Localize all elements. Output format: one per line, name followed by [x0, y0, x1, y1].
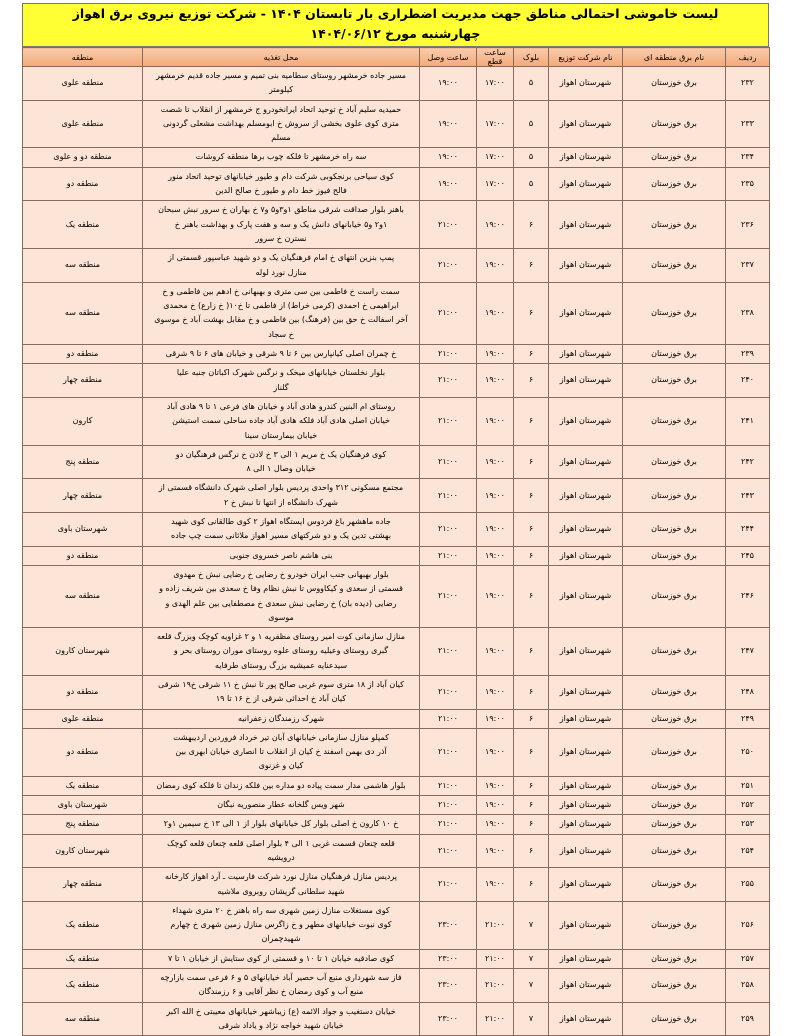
cell-off-time: ۱۹:۰۰ [477, 776, 514, 795]
cell-block: ۶ [514, 728, 549, 776]
cell-distribution-company: شهرستان اهواز [549, 364, 623, 398]
cell-block: ۵ [514, 67, 549, 101]
cell-distribution-company: شهرستان اهواز [549, 513, 623, 547]
cell-feed-location: منازل سازمانی کوت امیر روستای مظفریه ۱ و ۲ غزاویه کوچک وبزرگ قلعه گبری روستای وعیلیه روستای علوه روستای موران روستای بحر و سیدعنایه عمیشیه بزرگ روستای طرفایه [143, 628, 420, 676]
cell-regional-company: برق خوزستان [623, 1002, 726, 1036]
cell-regional-company: برق خوزستان [623, 675, 726, 709]
cell-regional-company: برق خوزستان [623, 949, 726, 968]
table-row [23, 479, 770, 513]
cell-area: منطقه پنج [23, 445, 143, 479]
cell-on-time: ۲۱:۰۰ [420, 546, 477, 565]
cell-feed-location: بنی هاشم ناصر خسروی جنوبی [143, 546, 420, 565]
cell-off-time: ۱۹:۰۰ [477, 345, 514, 364]
table-row [23, 67, 770, 101]
cell-block: ۶ [514, 249, 549, 283]
table-row [23, 796, 770, 815]
header-block: بلوک [514, 48, 549, 67]
cell-area: منطقه دو [23, 345, 143, 364]
cell-feed-location: بلوار بهبهانی جنب ایران خودرو خ رضایی خ رضایی نبش خ مهدوی قسمتی از سعدی و کیکاووس تا نبش نظام وفا خ سعدی بین شریف زاده و رضایی (دیده بان) خ رضایی نبش سعدی خ مصطفایی بین علم الهدی و موسوی [143, 565, 420, 627]
cell-area: منطقه علوی [23, 100, 143, 148]
cell-on-time: ۲۱:۰۰ [420, 628, 477, 676]
cell-off-time: ۲۱:۰۰ [477, 1002, 514, 1036]
cell-distribution-company: شهرستان اهواز [549, 445, 623, 479]
cell-feed-location: پردیس منازل فرهنگیان منازل نورد شرکت فارسیت ـ آرد اهواز کارخانه شهید سلطانی گریشان روبروی ملاشیه [143, 868, 420, 902]
cell-feed-location: حمیدیه سلیم آباد خ توحید اتحاد ایرانخودرو ج خرمشهر از انقلاب تا شصت متری کوی علوی بخشی از سروش خ ابومسلم بهداشت مشعلی گردونی مسلم [143, 100, 420, 148]
cell-area: منطقه علوی [23, 67, 143, 101]
table-row [23, 201, 770, 249]
cell-regional-company: برق خوزستان [623, 249, 726, 283]
cell-row-number: ۲۳۳ [726, 100, 770, 148]
cell-row-number: ۲۴۷ [726, 628, 770, 676]
sheet-date: چهارشنبه مورخ ۱۴۰۴/۰۶/۱۲ [310, 26, 481, 41]
cell-on-time: ۲۱:۰۰ [420, 728, 477, 776]
cell-on-time: ۲۱:۰۰ [420, 834, 477, 868]
cell-block: ۵ [514, 148, 549, 167]
cell-regional-company: برق خوزستان [623, 100, 726, 148]
cell-regional-company: برق خوزستان [623, 445, 726, 479]
cell-off-time: ۱۹:۰۰ [477, 675, 514, 709]
table-row [23, 167, 770, 201]
cell-distribution-company: شهرستان اهواز [549, 834, 623, 868]
cell-distribution-company: شهرستان اهواز [549, 901, 623, 949]
cell-row-number: ۲۳۷ [726, 249, 770, 283]
table-row [23, 148, 770, 167]
table-row [23, 249, 770, 283]
cell-off-time: ۱۹:۰۰ [477, 249, 514, 283]
cell-regional-company: برق خوزستان [623, 834, 726, 868]
cell-area: منطقه یک [23, 201, 143, 249]
cell-row-number: ۲۴۱ [726, 397, 770, 445]
cell-distribution-company: شهرستان اهواز [549, 565, 623, 627]
cell-on-time: ۲۱:۰۰ [420, 675, 477, 709]
header-row [23, 48, 770, 67]
cell-regional-company: برق خوزستان [623, 479, 726, 513]
cell-area: شهرستان کارون [23, 834, 143, 868]
cell-row-number: ۲۳۶ [726, 201, 770, 249]
cell-off-time: ۱۹:۰۰ [477, 565, 514, 627]
cell-regional-company: برق خوزستان [623, 796, 726, 815]
cell-row-number: ۲۴۸ [726, 675, 770, 709]
header-regional-company: نام برق منطقه ای [623, 48, 726, 67]
cell-row-number: ۲۳۲ [726, 67, 770, 101]
cell-row-number: ۲۵۳ [726, 815, 770, 834]
cell-distribution-company: شهرستان اهواز [549, 167, 623, 201]
cell-off-time: ۱۹:۰۰ [477, 397, 514, 445]
cell-distribution-company: شهرستان اهواز [549, 815, 623, 834]
table-row [23, 546, 770, 565]
cell-row-number: ۲۵۶ [726, 901, 770, 949]
table-row [23, 445, 770, 479]
outage-table [22, 47, 770, 1036]
cell-row-number: ۲۴۹ [726, 709, 770, 728]
cell-block: ۶ [514, 397, 549, 445]
table-row [23, 901, 770, 949]
cell-regional-company: برق خوزستان [623, 513, 726, 547]
cell-regional-company: برق خوزستان [623, 776, 726, 795]
cell-block: ۵ [514, 167, 549, 201]
cell-area: منطقه دو [23, 167, 143, 201]
cell-feed-location: کوی سیاحی برنجکوبی شرکت دام و طیور خیابانهای توحید اتحاد منور فالح فیوز خط دام و طیور خ صالح الدین [143, 167, 420, 201]
cell-distribution-company: شهرستان اهواز [549, 776, 623, 795]
table-row [23, 728, 770, 776]
cell-feed-location: باهنر بلوار صداقت شرقی مناطق ۱و۳و۵ و۷ خ بهاران خ سرور نبش سبحان ۱و۲ و۵ خیابانهای دانش یک و سه و هفت پارک و بهداشت باهنر خ نسترن خ سرور [143, 201, 420, 249]
cell-on-time: ۲۱:۰۰ [420, 445, 477, 479]
table-row [23, 949, 770, 968]
cell-regional-company: برق خوزستان [623, 728, 726, 776]
cell-on-time: ۲۱:۰۰ [420, 364, 477, 398]
cell-distribution-company: شهرستان اهواز [549, 479, 623, 513]
cell-feed-location: خ ۱۰ کارون خ اصلی بلوار کل خیابانهای بلوار از ۱ الی ۱۳ خ سیمین ۱و۲ [143, 815, 420, 834]
cell-distribution-company: شهرستان اهواز [549, 868, 623, 902]
cell-block: ۶ [514, 345, 549, 364]
cell-block: ۶ [514, 868, 549, 902]
cell-distribution-company: شهرستان اهواز [549, 969, 623, 1003]
table-row [23, 364, 770, 398]
cell-area: منطقه دو [23, 728, 143, 776]
cell-row-number: ۲۴۴ [726, 513, 770, 547]
cell-off-time: ۱۹:۰۰ [477, 796, 514, 815]
cell-block: ۶ [514, 834, 549, 868]
cell-row-number: ۲۵۸ [726, 969, 770, 1003]
cell-regional-company: برق خوزستان [623, 148, 726, 167]
table-row [23, 565, 770, 627]
cell-on-time: ۱۹:۰۰ [420, 67, 477, 101]
cell-off-time: ۱۹:۰۰ [477, 728, 514, 776]
cell-off-time: ۱۷:۰۰ [477, 100, 514, 148]
cell-off-time: ۱۹:۰۰ [477, 513, 514, 547]
cell-feed-location: فاز سه شهرداری منبع آب حصیر آباد خیابانهای ۵ و ۶ فرعی سمت بازارچه منبع آب و کوی رمضان خ نظر آقایی و ۶ رزمندگان [143, 969, 420, 1003]
cell-off-time: ۱۹:۰۰ [477, 201, 514, 249]
cell-off-time: ۱۹:۰۰ [477, 834, 514, 868]
cell-block: ۶ [514, 445, 549, 479]
cell-block: ۶ [514, 565, 549, 627]
cell-regional-company: برق خوزستان [623, 901, 726, 949]
cell-distribution-company: شهرستان اهواز [549, 201, 623, 249]
cell-feed-location: بلوار هاشمی مدار سمت پیاده دو مداره بین فلکه زندان تا فلکه کوی رمضان [143, 776, 420, 795]
cell-block: ۷ [514, 969, 549, 1003]
cell-distribution-company: شهرستان اهواز [549, 546, 623, 565]
cell-block: ۶ [514, 776, 549, 795]
cell-block: ۶ [514, 796, 549, 815]
cell-on-time: ۱۹:۰۰ [420, 148, 477, 167]
cell-on-time: ۲۱:۰۰ [420, 709, 477, 728]
cell-area: منطقه سه [23, 282, 143, 344]
cell-off-time: ۲۱:۰۰ [477, 969, 514, 1003]
cell-on-time: ۲۱:۰۰ [420, 796, 477, 815]
cell-off-time: ۱۹:۰۰ [477, 868, 514, 902]
cell-feed-location: بلوار نخلستان خیابانهای میخک و نرگس شهرک اکباتان جنبه علیا گلناز [143, 364, 420, 398]
cell-row-number: ۲۵۹ [726, 1002, 770, 1036]
cell-row-number: ۲۵۷ [726, 949, 770, 968]
cell-area: منطقه دو و علوی [23, 148, 143, 167]
cell-on-time: ۲۱:۰۰ [420, 345, 477, 364]
cell-area: منطقه یک [23, 901, 143, 949]
outage-sheet [22, 3, 769, 1036]
cell-feed-location: مسیر جاده خرمشهر روستای سطامیه بنی تمیم و مسیر جاده قدیم خرمشهر کیلومتر [143, 67, 420, 101]
cell-row-number: ۲۴۰ [726, 364, 770, 398]
cell-distribution-company: شهرستان اهواز [549, 148, 623, 167]
header-row-number: ردیف [726, 48, 770, 67]
cell-block: ۶ [514, 815, 549, 834]
cell-on-time: ۲۱:۰۰ [420, 513, 477, 547]
header-off-time: ساعت قطع [477, 48, 514, 67]
cell-on-time: ۲۱:۰۰ [420, 479, 477, 513]
cell-feed-location: شهر ویس گلخانه عطار منصوریه نبگان [143, 796, 420, 815]
cell-regional-company: برق خوزستان [623, 565, 726, 627]
cell-row-number: ۲۳۵ [726, 167, 770, 201]
cell-block: ۶ [514, 628, 549, 676]
table-row [23, 776, 770, 795]
cell-regional-company: برق خوزستان [623, 364, 726, 398]
cell-off-time: ۱۹:۰۰ [477, 479, 514, 513]
cell-block: ۶ [514, 709, 549, 728]
cell-area: منطقه یک [23, 776, 143, 795]
cell-on-time: ۲۱:۰۰ [420, 776, 477, 795]
cell-feed-location: شهرک رزمندگان زعفرانیه [143, 709, 420, 728]
cell-distribution-company: شهرستان اهواز [549, 345, 623, 364]
cell-on-time: ۲۱:۰۰ [420, 815, 477, 834]
table-row [23, 815, 770, 834]
sheet-title: لیست خاموشی احتمالی مناطق جهت مدیریت اضطراری بار تابستان ۱۴۰۴ - شرکت توزیع نیروی برق اهواز [72, 6, 719, 21]
cell-off-time: ۱۹:۰۰ [477, 364, 514, 398]
cell-distribution-company: شهرستان اهواز [549, 628, 623, 676]
cell-feed-location: قلعه چنعان قسمت غربی ۱ الی ۴ بلوار اصلی قلعه چنعان قلعه کوچک درویشیه [143, 834, 420, 868]
title-banner [22, 3, 769, 47]
cell-off-time: ۱۷:۰۰ [477, 167, 514, 201]
cell-block: ۶ [514, 546, 549, 565]
cell-off-time: ۱۹:۰۰ [477, 546, 514, 565]
table-row [23, 397, 770, 445]
cell-row-number: ۲۵۵ [726, 868, 770, 902]
cell-regional-company: برق خوزستان [623, 969, 726, 1003]
cell-block: ۶ [514, 282, 549, 344]
table-row [23, 969, 770, 1003]
cell-on-time: ۲۳:۰۰ [420, 969, 477, 1003]
cell-area: شهرستان کارون [23, 628, 143, 676]
cell-distribution-company: شهرستان اهواز [549, 397, 623, 445]
cell-area: شهرستان باوی [23, 513, 143, 547]
cell-area: منطقه دو [23, 675, 143, 709]
cell-block: ۶ [514, 513, 549, 547]
cell-distribution-company: شهرستان اهواز [549, 709, 623, 728]
cell-area: منطقه یک [23, 949, 143, 968]
cell-area: منطقه چهار [23, 868, 143, 902]
cell-on-time: ۲۱:۰۰ [420, 282, 477, 344]
cell-on-time: ۲۱:۰۰ [420, 565, 477, 627]
cell-row-number: ۲۴۲ [726, 445, 770, 479]
cell-on-time: ۲۱:۰۰ [420, 868, 477, 902]
cell-area: منطقه پنج [23, 815, 143, 834]
cell-distribution-company: شهرستان اهواز [549, 282, 623, 344]
cell-distribution-company: شهرستان اهواز [549, 1002, 623, 1036]
table-row [23, 628, 770, 676]
cell-regional-company: برق خوزستان [623, 67, 726, 101]
cell-area: منطقه سه [23, 249, 143, 283]
cell-block: ۵ [514, 100, 549, 148]
cell-block: ۷ [514, 1002, 549, 1036]
cell-off-time: ۱۷:۰۰ [477, 148, 514, 167]
cell-row-number: ۲۵۱ [726, 776, 770, 795]
cell-on-time: ۲۳:۰۰ [420, 901, 477, 949]
cell-row-number: ۲۵۰ [726, 728, 770, 776]
cell-block: ۶ [514, 201, 549, 249]
cell-on-time: ۲۱:۰۰ [420, 201, 477, 249]
cell-area: شهرستان باوی [23, 796, 143, 815]
cell-distribution-company: شهرستان اهواز [549, 249, 623, 283]
cell-regional-company: برق خوزستان [623, 868, 726, 902]
cell-area: منطقه یک [23, 969, 143, 1003]
cell-distribution-company: شهرستان اهواز [549, 675, 623, 709]
cell-block: ۶ [514, 675, 549, 709]
cell-area: منطقه سه [23, 1002, 143, 1036]
table-row [23, 675, 770, 709]
cell-regional-company: برق خوزستان [623, 709, 726, 728]
cell-regional-company: برق خوزستان [623, 345, 726, 364]
cell-feed-location: سمت راست خ فاطمی بین سی متری و بهبهانی خ ادهم بین فاطمی و خ ابراهیمی خ احمدی (کرمی خراط) از فاطمی تا خ۱۰( خ زارع) خ محمدی آخر اسفالت خ حق بین (فرهنگ) بین فاطمی و خ مقابل بهشت آباد خ موسوی خ سجاد [143, 282, 420, 344]
cell-regional-company: برق خوزستان [623, 397, 726, 445]
cell-off-time: ۱۷:۰۰ [477, 67, 514, 101]
cell-block: ۷ [514, 901, 549, 949]
cell-on-time: ۲۱:۰۰ [420, 397, 477, 445]
cell-regional-company: برق خوزستان [623, 628, 726, 676]
cell-on-time: ۱۹:۰۰ [420, 167, 477, 201]
cell-row-number: ۲۴۳ [726, 479, 770, 513]
header-distribution-company: نام شرکت توزیع [549, 48, 623, 67]
cell-off-time: ۱۹:۰۰ [477, 815, 514, 834]
cell-row-number: ۲۳۹ [726, 345, 770, 364]
table-row [23, 709, 770, 728]
cell-area: منطقه چهار [23, 479, 143, 513]
table-row [23, 834, 770, 868]
cell-off-time: ۲۱:۰۰ [477, 901, 514, 949]
cell-on-time: ۲۳:۰۰ [420, 1002, 477, 1036]
cell-feed-location: خیابان دستغیب و جواد الائمه (ع) زیباشهر خیابانهای معیبتی خ الله اکبر خیابان شهید خواجه نژاد و یاداد شرقی [143, 1002, 420, 1036]
cell-feed-location: کمپلو منازل سازمانی خیابانهای آبان تیر خرداد فروردین اردیبهشت آذر دی بهمن اسفند خ کیان از انقلاب تا انصاری خیابان ابهری بین کیان و غزنوی [143, 728, 420, 776]
cell-on-time: ۲۱:۰۰ [420, 249, 477, 283]
cell-regional-company: برق خوزستان [623, 167, 726, 201]
cell-area: منطقه علوی [23, 709, 143, 728]
cell-distribution-company: شهرستان اهواز [549, 949, 623, 968]
cell-block: ۶ [514, 479, 549, 513]
cell-off-time: ۱۹:۰۰ [477, 282, 514, 344]
cell-area: منطقه چهار [23, 364, 143, 398]
cell-feed-location: کیان آباد از ۱۸ متری سوم غربی صالح پور تا نبش خ ۱۱ شرقی خ۱۹ شرقی کیان آباد خ احداثی شرقی از خ ۱۶ تا ۱۹ [143, 675, 420, 709]
cell-row-number: ۲۵۴ [726, 834, 770, 868]
cell-feed-location: جاده ماهشهر باغ فردوس ایستگاه اهواز ۲ کوی طالقانی کوی شهید بهشتی تدین یک و دو شرکتهای مسیر اهواز ملاثانی سمت چپ جاده [143, 513, 420, 547]
cell-regional-company: برق خوزستان [623, 282, 726, 344]
cell-distribution-company: شهرستان اهواز [549, 728, 623, 776]
cell-feed-location: خ چمران اصلی کیانپارس بین ۶ تا ۹ شرقی و خیابان های ۶ تا ۹ شرقی [143, 345, 420, 364]
cell-on-time: ۱۹:۰۰ [420, 100, 477, 148]
table-row [23, 100, 770, 148]
cell-feed-location: کوی صادقیه خیابان ۱ تا ۱۰ و قسمتی از کوی ستایش از خیابان ۱ تا ۷ [143, 949, 420, 968]
cell-regional-company: برق خوزستان [623, 815, 726, 834]
cell-block: ۷ [514, 949, 549, 968]
cell-off-time: ۱۹:۰۰ [477, 709, 514, 728]
header-on-time: ساعت وصل [420, 48, 477, 67]
cell-feed-location: سه راه خرمشهر تا فلکه چوب برها منطقه کروشات [143, 148, 420, 167]
table-row [23, 345, 770, 364]
cell-distribution-company: شهرستان اهواز [549, 67, 623, 101]
cell-row-number: ۲۴۵ [726, 546, 770, 565]
cell-regional-company: برق خوزستان [623, 201, 726, 249]
header-feed-location: محل تغذیه [143, 48, 420, 67]
header-area: منطقه [23, 48, 143, 67]
cell-feed-location: کوی فرهنگیان یک خ مریم ۱ الی ۳ خ لادن خ نرگس فرهنگیان دو خیابان وصال ۱ الی ۸ [143, 445, 420, 479]
cell-block: ۶ [514, 364, 549, 398]
cell-off-time: ۲۱:۰۰ [477, 949, 514, 968]
cell-regional-company: برق خوزستان [623, 546, 726, 565]
cell-distribution-company: شهرستان اهواز [549, 100, 623, 148]
table-row [23, 282, 770, 344]
cell-area: کارون [23, 397, 143, 445]
cell-area: منطقه دو [23, 546, 143, 565]
cell-feed-location: پمپ بنزین انتهای خ امام فرهنگیان یک و دو شهید عباسپور قسمتی از منازل نورد لوله [143, 249, 420, 283]
cell-feed-location: کوی مستغلات منازل زمین شهری سه راه باهنر خ ۲۰ متری شهداء کوی نبوت خیابانهای مطهر و خ زاگرس منازل زمین شهری خ چهارم شهیدچمران [143, 901, 420, 949]
cell-feed-location: روستای ام البنین کندرو هادی آباد و خیابان های فرعی ۱ تا ۹ هادی آباد خیابان اصلی هادی آباد فلکه هادی آباد جاده ساحلی سمت استیشن خیابان بیمارستان سینا [143, 397, 420, 445]
cell-area: منطقه سه [23, 565, 143, 627]
cell-on-time: ۲۳:۰۰ [420, 949, 477, 968]
table-row [23, 868, 770, 902]
cell-off-time: ۱۹:۰۰ [477, 628, 514, 676]
cell-row-number: ۲۴۶ [726, 565, 770, 627]
table-row [23, 513, 770, 547]
cell-distribution-company: شهرستان اهواز [549, 796, 623, 815]
cell-feed-location: مجتمع مسکونی ۳۱۲ واحدی پردیس بلوار اصلی شهرک دانشگاه قسمتی از شهرک دانشگاه از انتها تا نبش خ ۲ [143, 479, 420, 513]
cell-row-number: ۲۳۴ [726, 148, 770, 167]
cell-off-time: ۱۹:۰۰ [477, 445, 514, 479]
cell-row-number: ۲۳۸ [726, 282, 770, 344]
cell-row-number: ۲۵۲ [726, 796, 770, 815]
table-row [23, 1002, 770, 1036]
